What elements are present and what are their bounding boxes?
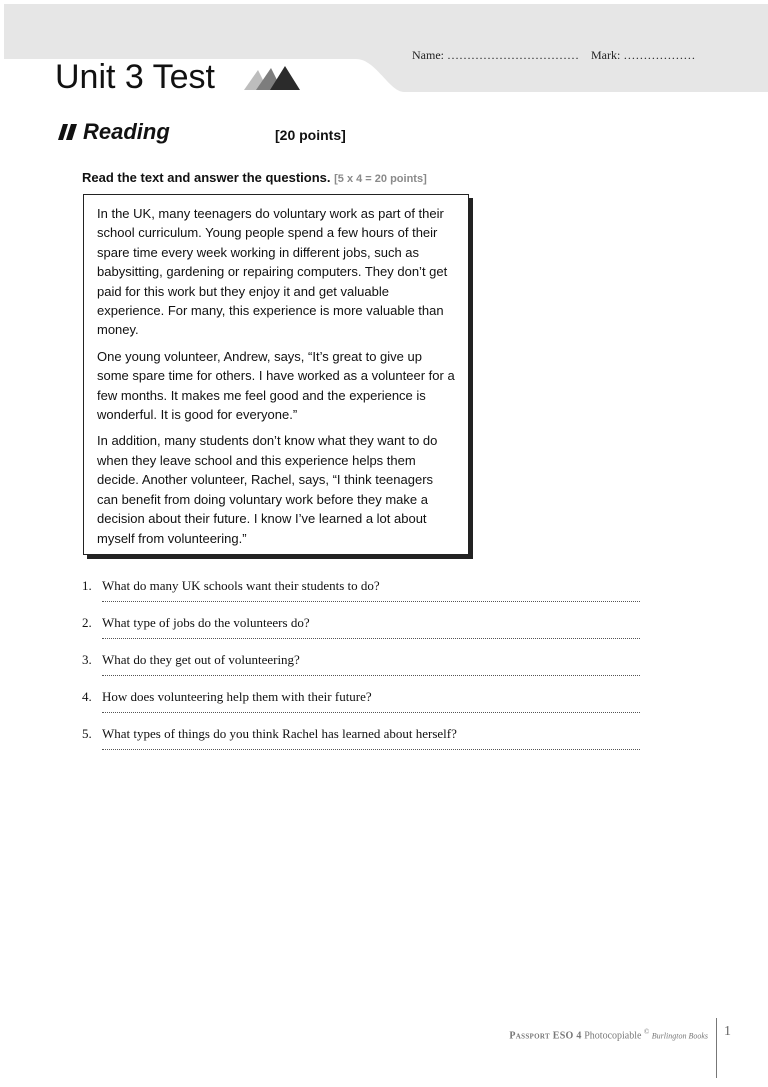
question-number: 5. [82, 726, 92, 741]
reading-passage-box [83, 194, 469, 555]
question-number: 1. [82, 578, 92, 593]
question-number: 4. [82, 689, 92, 704]
passage-paragraph: In addition, many students don’t know what they want to do when they leave school and this experience helps them decide. Another volunteer, Rachel, says, “I think teenagers can benefit from doing voluntary work before they make a decision about their future. I know I’ve learned a lot about myself from volunteering.” [97, 433, 438, 546]
mark-field[interactable]: Mark: ……………… [591, 48, 696, 62]
section-points: [20 points] [275, 127, 346, 143]
answer-line[interactable] [102, 712, 640, 713]
double-slash-icon [58, 124, 78, 145]
question-item [82, 615, 642, 652]
question-item [82, 578, 642, 615]
question-text: What types of things do you think Rachel has learned about herself? [102, 726, 457, 741]
question-item [82, 726, 642, 763]
question-number: 2. [82, 615, 92, 630]
instruction-text: Read the text and answer the questions. [82, 170, 331, 185]
footer-divider [716, 1018, 717, 1078]
footer-publisher: Burlington Books [651, 1031, 708, 1041]
instruction-scoring: [5 x 4 = 20 points] [334, 173, 427, 185]
instruction [82, 170, 427, 185]
question-item [82, 689, 642, 726]
footer-brand: Passport ESO 4 [509, 1030, 582, 1042]
mountains-logo-icon [244, 66, 300, 95]
footer [509, 1028, 708, 1041]
page-title: Unit 3 Test [55, 58, 216, 96]
section-title: Reading [83, 119, 170, 144]
name-mark-line [412, 48, 695, 63]
answer-line[interactable] [102, 601, 640, 602]
page-number: 1 [724, 1024, 731, 1039]
footer-photocopiable: Photocopiable [584, 1030, 642, 1042]
answer-line[interactable] [102, 638, 640, 639]
question-number: 3. [82, 652, 92, 667]
question-text: How does volunteering help them with their future? [102, 689, 372, 704]
passage-paragraph: In the UK, many teenagers do voluntary work as part of their school curriculum. Young people spend a few hours of their spare time every week working in different jobs, such as babysitting, gardening or repairing computers. They don’t get paid for this work but they enjoy it and get valuable experience. For many, this experience is more valuable than money. [97, 206, 448, 338]
name-field[interactable]: Name: …………………………… [412, 48, 579, 62]
copyright-mark: © [643, 1028, 650, 1036]
answer-line[interactable] [102, 749, 640, 750]
question-text: What do they get out of volunteering? [102, 652, 300, 667]
question-text: What do many UK schools want their students to do? [102, 578, 380, 593]
passage-paragraph: One young volunteer, Andrew, says, “It’s great to give up some spare time for others. I have worked as a volunteer for a few months. It makes me feel good and the experience is wonderful. It is good for everyone.” [97, 348, 455, 423]
question-list [82, 578, 642, 763]
answer-line[interactable] [102, 675, 640, 676]
question-text: What type of jobs do the volunteers do? [102, 615, 310, 630]
question-item [82, 652, 642, 689]
